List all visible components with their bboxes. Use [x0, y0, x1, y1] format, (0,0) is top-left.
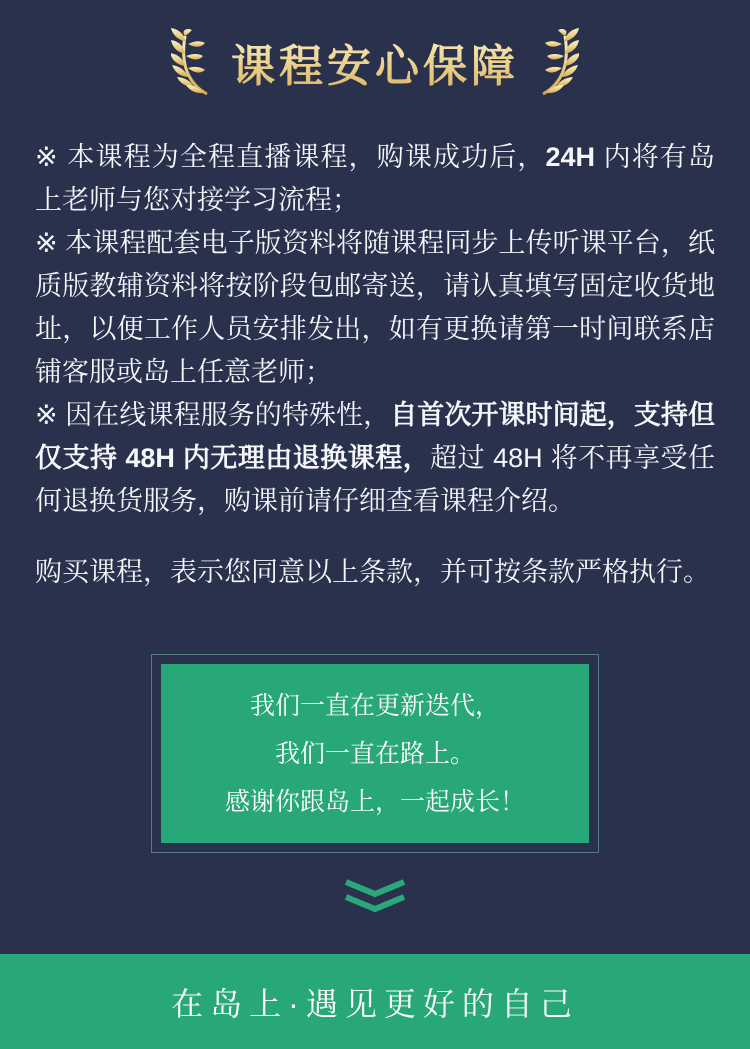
- laurel-branch-left-icon: [171, 28, 217, 96]
- promise-line: 我们一直在更新迭代，: [249, 691, 500, 720]
- terms-text: ※ 因在线课程服务的特殊性，: [35, 400, 391, 430]
- terms-text-bold: 自首次开课时间起，支持但仅支持 48H 内无理由退换课程，: [35, 400, 716, 473]
- footer-banner: [0, 954, 750, 1049]
- terms-text: 内将有岛上老师与您对接学习流程；: [35, 142, 715, 215]
- terms-paragraph: [35, 136, 715, 222]
- footer-slogan: 在岛上·遇见更好的自己: [171, 985, 579, 1022]
- terms-text-bold: 24H: [545, 142, 595, 172]
- agreement-statement: 购买课程，表示您同意以上条款，并可按条款严格执行。: [35, 557, 710, 587]
- double-chevron-down-icon[interactable]: [343, 879, 407, 920]
- terms-text: ※ 本课程为全程直播课程，购课成功后，: [35, 142, 546, 172]
- promise-box: [161, 664, 589, 843]
- terms-list: [0, 96, 750, 523]
- terms-text: 超过 48H 将不再享受任何退换货服务，购课前请仔细查看课程介绍。: [35, 443, 715, 516]
- terms-paragraph: [35, 222, 715, 394]
- terms-text: ※ 本课程配套电子版资料将随课程同步上传听课平台，纸质版教辅资料将按阶段包邮寄送，请认真填写固定收货地址，以便工作人员安排发出，如有更换请第一时间联系店铺客服或岛上任意老师；: [35, 228, 715, 387]
- page-title: 课程安心保障: [225, 30, 525, 94]
- page-header: [0, 28, 750, 96]
- promise-box-outline: [151, 654, 599, 853]
- promise-line: 我们一直在路上。: [274, 739, 475, 768]
- terms-paragraph: [35, 394, 715, 523]
- laurel-branch-right-icon: [533, 28, 579, 96]
- promise-line: 感谢你跟岛上，一起成长！: [224, 787, 525, 816]
